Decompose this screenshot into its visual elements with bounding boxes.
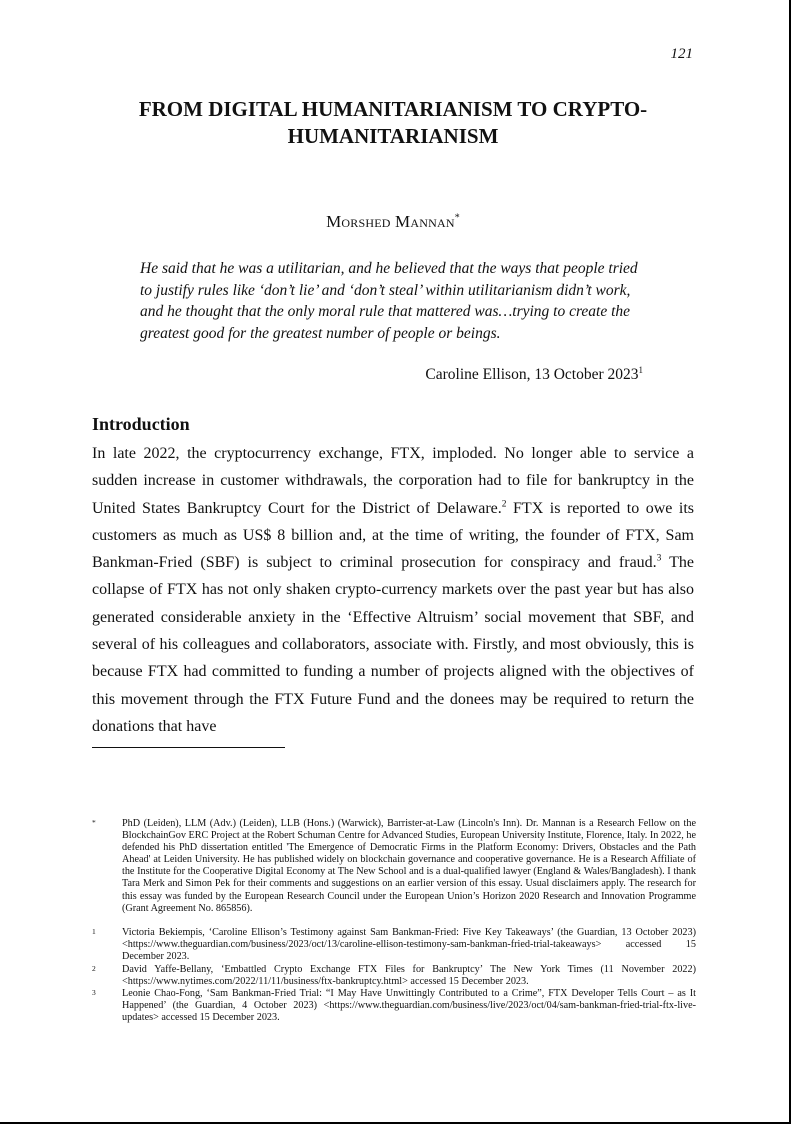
footnote-text: Victoria Bekiempis, ‘Caroline Ellison’s Testimony against Sam Bankman-Fried: Five Key Takeaways’ (the Guardian, 13 October 2023) <https://www.theguardian.com/business/2023/oct/13/caroline-ellison-testimony-sam-bankman-fried-trial-takeaways> accessed 15 December 2023. <box>122 927 696 963</box>
footnote-ref-1: 1 <box>638 365 643 375</box>
epigraph-attribution-text: Caroline Ellison, 13 October 2023 <box>425 366 639 384</box>
author-name: Morshed Mannan <box>326 212 455 231</box>
footnote-2 <box>92 964 696 988</box>
author-line <box>92 212 694 232</box>
footnote-mark: * <box>92 818 96 827</box>
section-heading-introduction: Introduction <box>92 414 190 434</box>
footnote-text: PhD (Leiden), LLM (Adv.) (Leiden), LLB (Hons.) (Warwick), Barrister-at-Law (Lincoln's Inn). Dr. Mannan is a Research Fellow on the BlockchainGov ERC Project at the Robert Schuman Centre for Advanced Studies, European University Institute, Florence, Italy. In 2022, he defended his PhD dissertation entitled 'The Emergence of Democratic Firms in the Platform Economy: Drivers, Obstacles and the Path Ahead' at Leiden University. He has published widely on blockchain governance and cooperative governance. He is a Research Affiliate of the Institute for the Cooperative Digital Economy at The New School and is a dual-qualified lawyer (England & Wales/Bangladesh). I thank Tara Merk and Simon Pek for their comments and suggestions on an earlier version of this essay. Usual disclaimers apply. The research for this essay was funded by the European Research Council under the European Union’s Horizon 2020 Research and Innovation Programme (Grant Agreement No. 865856). <box>122 818 696 914</box>
epigraph-attribution <box>425 365 643 384</box>
author-footnote-mark: * <box>454 212 460 224</box>
footnote-separator <box>92 747 285 748</box>
footnote-mark: 2 <box>92 964 96 973</box>
page-number: 121 <box>670 46 693 62</box>
article-title: FROM DIGITAL HUMANITARIANISM TO CRYPTO-HUMANITARIANISM <box>138 97 648 148</box>
footnote-mark: 3 <box>92 988 96 997</box>
intro-text-part-1: In late 2022, the cryptocurrency exchange, FTX, imploded. No longer able to service a sudden increase in customer withdrawals, the corporation had to file for bankruptcy in the United States Bankruptcy Court for the District of Delaware. <box>92 445 694 517</box>
introduction-paragraph <box>92 440 694 740</box>
footnote-text: Leonie Chao-Fong, ‘Sam Bankman-Fried Trial: “I May Have Unwittingly Contributed to a Crime”, FTX Developer Tells Court – as It Happened’ (the Guardian, 4 October 2023) <https://www.theguardian.com/business/live/2023/oct/04/sam-bankman-fried-trial-ftx-live-updates> accessed 15 December 2023. <box>122 988 696 1024</box>
footnote-ref-3: 3 <box>656 553 662 564</box>
footnote-ref-2: 2 <box>501 499 507 510</box>
footnote-author <box>92 818 696 915</box>
epigraph-quote: He said that he was a utilitarian, and he believed that the ways that people tried to justify rules like ‘don’t lie’ and ‘don’t steal’ within utilitarianism didn’t work, and he thought that the only moral rule that mattered was…trying to create the greatest good for the greatest number of people or beings. <box>140 260 638 342</box>
footnote-mark: 1 <box>92 927 96 936</box>
intro-text-part-3: The collapse of FTX has not only shaken crypto-currency markets over the past year but has also generated considerable anxiety in the ‘Effective Altruism’ social movement that SBF, and several of his colleagues and collaborators, associate with. Firstly, and most obviously, this is because FTX had committed to funding a number of projects aligned with the objectives of this movement through the FTX Future Fund and the donees may be required to return the donations that have <box>92 554 694 735</box>
intro-text-part-2: FTX is reported to owe its customers as much as US$ 8 billion and, at the time of writing, the founder of FTX, Sam Bankman-Fried (SBF) is subject to criminal prosecution for conspiracy and fraud. <box>92 499 695 572</box>
footnote-text: David Yaffe-Bellany, ‘Embattled Crypto Exchange FTX Files for Bankruptcy’ The New York Times (11 November 2022) <https://www.nytimes.com/2022/11/11/business/ftx-bankruptcy.html> accessed 15 December 2023. <box>122 964 696 988</box>
footnote-3 <box>92 988 696 1024</box>
footnote-1 <box>92 927 696 963</box>
